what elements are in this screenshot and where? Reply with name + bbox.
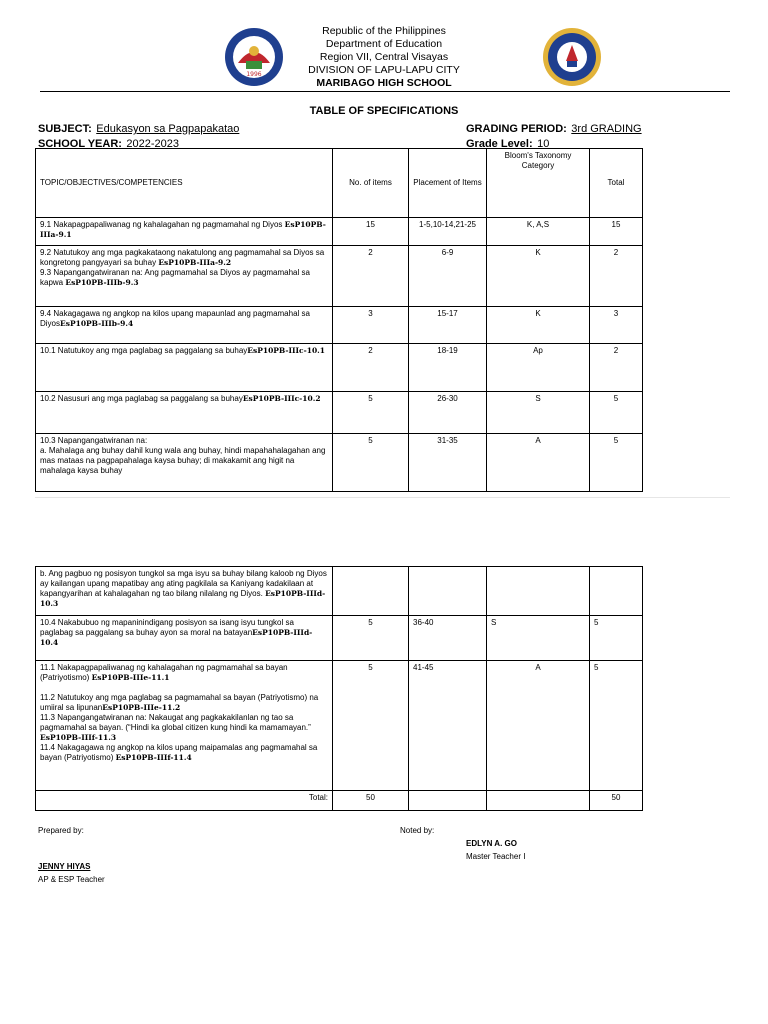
placement-cell xyxy=(409,567,487,616)
items-cell xyxy=(333,567,409,616)
competency-cell xyxy=(36,567,333,616)
competency-cell xyxy=(36,218,333,246)
specifications-table-page2 xyxy=(35,566,643,811)
prepared-by-label: Prepared by: xyxy=(38,826,84,835)
grading-period-value: 3rd GRADING xyxy=(571,123,642,135)
header-division: DIVISION OF LAPU-LAPU CITY xyxy=(308,64,460,76)
competency-text: a. Mahalaga ang buhay dahil kung wala ang buhay, hindi mapahahalagahan ang mas mataas na pagpapahalaga kaysa buhay; di makakamit ang higit na mahalaga kaysa buhay xyxy=(40,446,326,475)
competency-text: 9.2 Natutukoy ang mga pagkakataong nakatulong ang pagmamahal sa Diyos sa kongretong pangyayari sa buhay xyxy=(40,248,325,267)
competency-code: EsP10PB-IIIc-10.2 xyxy=(242,394,321,403)
competency-text: 10.3 Napangangatwiranan na: xyxy=(40,436,148,445)
table-row xyxy=(36,218,643,246)
total-cell: 2 xyxy=(590,246,643,307)
bloom-cell: K, A,S xyxy=(487,218,590,246)
competency-code: EsP10PB-IIIa-9.2 xyxy=(158,258,232,267)
school-year-value: 2022-2023 xyxy=(126,138,180,150)
competency-text: 11.1 Nakapagpapaliwanag ng kahalagahan ng pagmamahal sa bayan (Patriyotismo) xyxy=(40,663,288,682)
bloom-cell: K xyxy=(487,307,590,344)
competency-code: EsP10PB-IIIe-11.2 xyxy=(102,703,181,712)
competency-cell xyxy=(36,434,333,492)
grade-level-value: 10 xyxy=(537,138,550,150)
school-year-label: SCHOOL YEAR: xyxy=(38,138,122,150)
competency-cell xyxy=(36,246,333,307)
placement-cell: 1-5,10-14,21-25 xyxy=(409,218,487,246)
total-cell: 5 xyxy=(590,392,643,434)
bloom-cell: S xyxy=(487,616,590,661)
page-break-line xyxy=(35,497,730,498)
header-region: Region VII, Central Visayas xyxy=(319,51,449,63)
items-cell: 2 xyxy=(333,246,409,307)
competency-text: b. Ang pagbuo ng posisyon tungkol sa mga isyu sa buhay bilang kaloob ng Diyos ay kailangan upang mapatibay ang ating pagkilala sa Kaniyang kadakilaan at kapangyarihan at kahalagahan ng tao bilang nilalang ng Diyos. xyxy=(40,569,327,598)
total-cell: 2 xyxy=(590,344,643,392)
competency-text: 10.1 Natutukoy ang mga paglabag sa paggalang sa buhay xyxy=(40,346,248,355)
total-cell: 3 xyxy=(590,307,643,344)
header-topic: TOPIC/OBJECTIVES/COMPETENCIES xyxy=(36,149,333,218)
competency-cell xyxy=(36,392,333,434)
competency-text: 9.3 Napangangatwiranan na: Ang pagmamahal sa Diyos ay pagmamahal sa kapwa xyxy=(40,268,310,287)
table-row xyxy=(36,344,643,392)
items-cell: 15 xyxy=(333,218,409,246)
subject-label: SUBJECT: xyxy=(38,123,92,135)
noter-name: EDLYN A. GO xyxy=(466,839,517,848)
bloom-cell: A xyxy=(487,661,590,791)
competency-code: EsP10PB-IIIe-11.1 xyxy=(91,673,170,682)
items-cell: 2 xyxy=(333,344,409,392)
placement-cell: 31-35 xyxy=(409,434,487,492)
total-label: Total: xyxy=(36,791,333,811)
table-row xyxy=(36,392,643,434)
total-row xyxy=(36,791,643,811)
total-cell: 15 xyxy=(590,218,643,246)
competency-cell xyxy=(36,344,333,392)
empty-cell xyxy=(409,791,487,811)
header-divider xyxy=(40,91,730,92)
competency-cell xyxy=(36,307,333,344)
bloom-cell: K xyxy=(487,246,590,307)
header-bloom: Bloom's Taxonomy Category xyxy=(487,149,590,218)
placement-cell: 6-9 xyxy=(409,246,487,307)
competency-text: 11.3 Napangangatwiranan na: Nakaugat ang pagkakakilanlan ng tao sa pagmamahal sa bayan. (“Hindi ka global citizen kung hindi ka mamamayan.” xyxy=(40,713,311,732)
items-cell: 3 xyxy=(333,307,409,344)
grading-period-label: GRADING PERIOD: xyxy=(466,123,567,135)
total-cell: 5 xyxy=(590,434,643,492)
noted-by-label: Noted by: xyxy=(400,826,435,835)
items-cell: 5 xyxy=(333,434,409,492)
specifications-table-page1 xyxy=(35,148,643,492)
bloom-cell: A xyxy=(487,434,590,492)
competency-code: EsP10PB-IIIc-10.1 xyxy=(247,346,325,355)
competency-code: EsP10PB-IIIb-9.4 xyxy=(60,319,134,328)
placement-cell: 18-19 xyxy=(409,344,487,392)
header-department: Department of Education xyxy=(325,38,443,50)
total-cell: 5 xyxy=(590,616,643,661)
grand-total-cell: 50 xyxy=(590,791,643,811)
competency-cell xyxy=(36,661,333,791)
noter-title: Master Teacher I xyxy=(466,852,526,861)
empty-cell xyxy=(487,791,590,811)
competency-text: 9.4 Nakagagawa ng angkop na kilos upang mapaunlad ang pagmamahal sa Diyos xyxy=(40,309,310,328)
document-title: TABLE OF SPECIFICATIONS xyxy=(309,105,459,117)
competency-text: 11.2 Natutukoy ang mga paglabag sa pagmamahal sa bayan (Patriyotismo) na umiiral sa lipunan xyxy=(40,693,319,712)
items-cell: 5 xyxy=(333,392,409,434)
items-cell: 5 xyxy=(333,616,409,661)
svg-text:1996: 1996 xyxy=(246,71,262,78)
competency-code: EsP10PB-IIIf-11.3 xyxy=(40,733,117,742)
table-row xyxy=(36,567,643,616)
competency-code: EsP10PB-IIId-10.3 xyxy=(40,589,326,608)
subject-value: Edukasyon sa Pagpapakatao xyxy=(96,123,240,135)
competency-code: EsP10PB-IIIf-11.4 xyxy=(115,753,192,762)
competency-cell xyxy=(36,616,333,661)
table-row xyxy=(36,661,643,791)
competency-text: 11.4 Nakagagawa ng angkop na kilos upang maipamalas ang pagmamahal sa bayan (Patriyotismo) xyxy=(40,743,318,762)
competency-code: EsP10PB-IIIa-9.1 xyxy=(40,220,326,239)
total-cell: 5 xyxy=(590,661,643,791)
competency-text: 9.1 Nakapagpapaliwanag ng kahalagahan ng pagmamahal ng Diyos xyxy=(40,220,285,229)
grade-level-label: Grade Level: xyxy=(466,138,533,150)
header-republic: Republic of the Philippines xyxy=(322,25,446,37)
bloom-cell: Ap xyxy=(487,344,590,392)
total-cell xyxy=(590,567,643,616)
placement-cell: 41-45 xyxy=(409,661,487,791)
items-cell: 5 xyxy=(333,661,409,791)
preparer-title: AP & ESP Teacher xyxy=(38,875,105,884)
total-items-cell: 50 xyxy=(333,791,409,811)
header-no-of-items: No. of items xyxy=(333,149,409,218)
bloom-cell: S xyxy=(487,392,590,434)
preparer-name: JENNY HIYAS xyxy=(38,862,91,871)
competency-text: 10.4 Nakabubuo ng mapaninindigang posisyon sa isang isyu tungkol sa paglabag sa paggalang sa buhay ayon sa moral na batayan xyxy=(40,618,294,637)
table-row xyxy=(36,307,643,344)
placement-cell: 36-40 xyxy=(409,616,487,661)
competency-code: EsP10PB-IIIb-9.3 xyxy=(65,278,139,287)
header-school-name: MARIBAGO HIGH SCHOOL xyxy=(316,77,452,89)
header-total: Total xyxy=(590,149,643,218)
placement-cell: 26-30 xyxy=(409,392,487,434)
competency-code: EsP10PB-IIId-10.4 xyxy=(40,628,313,647)
header-placement: Placement of Items xyxy=(409,149,487,218)
competency-text: 10.2 Nasusuri ang mga paglabag sa paggalang sa buhay xyxy=(40,394,243,403)
table-row xyxy=(36,434,643,492)
bloom-cell xyxy=(487,567,590,616)
table-row xyxy=(36,616,643,661)
placement-cell: 15-17 xyxy=(409,307,487,344)
table-row xyxy=(36,246,643,307)
